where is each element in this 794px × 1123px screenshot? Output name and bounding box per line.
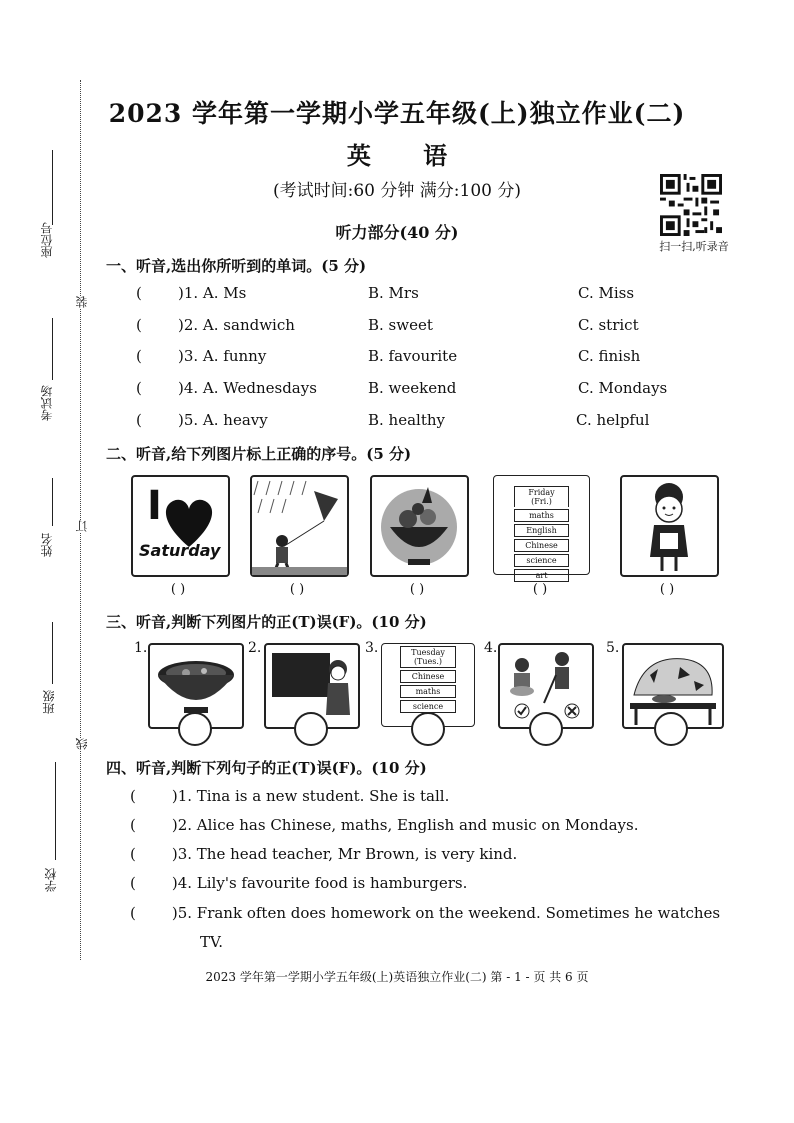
binding-xian: 线	[75, 738, 89, 750]
section2-blank-2[interactable]: ( )	[289, 582, 305, 597]
picture-fruit-bowl	[370, 475, 469, 577]
letter-i: I	[147, 483, 162, 529]
answer-paren[interactable]: (	[136, 347, 142, 365]
option-b: B. healthy	[368, 411, 445, 429]
section3-answer-circle-1[interactable]	[178, 712, 212, 746]
page-title: 2023 学年第一学期小学五年级(上)独立作业(二)	[108, 99, 686, 128]
sentence-text: )4. Lily's favourite food is hamburgers.	[171, 874, 468, 892]
option-a: )1. A. Ms	[178, 284, 247, 302]
schedule-subject: maths	[514, 509, 569, 522]
picture-kite-rain	[250, 475, 349, 577]
seat-label: 座位号	[40, 222, 54, 258]
section2-blank-4[interactable]: ( )	[532, 582, 548, 597]
schedule-day-text: Friday	[528, 488, 555, 497]
subject-title: 英 语	[346, 141, 470, 170]
option-b: B. weekend	[368, 379, 457, 397]
section4-item-5	[130, 904, 720, 922]
option-a: )2. A. sandwich	[178, 316, 295, 334]
schedule-day-text: Tuesday	[411, 648, 445, 657]
sentence-text: )3. The head teacher, Mr Brown, is very kind.	[171, 845, 518, 863]
listening-part-heading: 听力部分(40 分)	[335, 223, 459, 242]
binding-zhuang: 装	[75, 296, 89, 308]
answer-paren[interactable]: (	[136, 411, 142, 429]
class-label: 班级	[42, 690, 56, 714]
picture-girl-thinking	[620, 475, 719, 577]
schedule-subject: Chinese	[514, 539, 569, 552]
schedule-day-abbr: (Tues.)	[413, 657, 443, 666]
room-line	[52, 318, 53, 380]
section3-answer-circle-3[interactable]	[411, 712, 445, 746]
picture-friday-schedule	[493, 475, 590, 580]
section3-number-1: 1.	[134, 640, 148, 656]
section3-number-3: 3.	[365, 640, 379, 656]
section3-heading: 三、听音,判断下列图片的正(T)误(F)。(10 分)	[106, 613, 427, 631]
name-label: 姓名	[40, 533, 54, 557]
room-label: 考试场	[40, 385, 54, 421]
sentence-text: )2. Alice has Chinese, maths, English and music on Mondays.	[171, 816, 639, 834]
sentence-text: )5. Frank often does homework on the weekend. Sometimes he watches	[171, 904, 721, 922]
section3-answer-circle-2[interactable]	[294, 712, 328, 746]
answer-paren[interactable]: (	[130, 787, 136, 805]
binding-ding: 订	[75, 520, 89, 532]
section3-number-5: 5.	[606, 640, 620, 656]
name-line	[52, 478, 53, 526]
schedule-day	[514, 486, 569, 507]
qr-code-icon[interactable]	[660, 174, 722, 236]
answer-paren[interactable]: (	[130, 904, 136, 922]
schedule-day-abbr: (Fri.)	[531, 497, 552, 506]
schedule-subject: science	[514, 554, 569, 567]
option-c: C. finish	[578, 347, 641, 365]
schedule-subject: maths	[400, 685, 456, 698]
section4-item-3	[130, 845, 517, 863]
answer-paren[interactable]: (	[136, 379, 142, 397]
schedule-day	[400, 646, 456, 668]
sentence-text: )1. Tina is a new student. She is tall.	[171, 787, 450, 805]
section2-blank-3[interactable]: ( )	[409, 582, 425, 597]
section3-answer-circle-5[interactable]	[654, 712, 688, 746]
section2-blank-1[interactable]: ( )	[170, 582, 186, 597]
section4-item-5-continuation: TV.	[200, 933, 223, 951]
section3-number-4: 4.	[484, 640, 498, 656]
answer-paren[interactable]: (	[136, 316, 142, 334]
option-a: )5. A. heavy	[178, 411, 268, 429]
saturday-word: Saturday	[139, 541, 221, 560]
page-footer: 2023 学年第一学期小学五年级(上)英语独立作业(二) 第 - 1 - 页 共 6 页	[205, 970, 589, 984]
section4-item-4	[130, 874, 467, 892]
option-c: C. Mondays	[578, 379, 668, 397]
picture-i-love-saturday	[131, 475, 230, 577]
section3-number-2: 2.	[248, 640, 262, 656]
option-c: C. helpful	[576, 411, 650, 429]
schedule-subject: science	[400, 700, 456, 713]
section1-heading: 一、听音,选出你所听到的单词。(5 分)	[106, 257, 367, 275]
answer-paren[interactable]: (	[130, 816, 136, 834]
section4-heading: 四、听音,判断下列句子的正(T)误(F)。(10 分)	[106, 759, 427, 777]
section2-blank-5[interactable]: ( )	[659, 582, 675, 597]
section2-heading: 二、听音,给下列图片标上正确的序号。(5 分)	[106, 445, 412, 463]
answer-paren[interactable]: (	[136, 284, 142, 302]
section4-item-1	[130, 787, 449, 805]
school-label: 学校	[44, 868, 58, 892]
schedule-subject: art	[514, 569, 569, 582]
school-line	[55, 762, 56, 860]
class-line	[52, 622, 53, 684]
exam-info: (考试时间:60 分钟 满分:100 分)	[272, 181, 521, 201]
option-b: B. favourite	[368, 347, 458, 365]
option-a: )4. A. Wednesdays	[178, 379, 317, 397]
option-b: B. sweet	[368, 316, 433, 334]
section3-answer-circle-4[interactable]	[529, 712, 563, 746]
answer-paren[interactable]: (	[130, 845, 136, 863]
option-c: C. Miss	[578, 284, 635, 302]
section4-item-2	[130, 816, 638, 834]
schedule-subject: Chinese	[400, 670, 456, 683]
option-b: B. Mrs	[368, 284, 419, 302]
qr-caption: 扫一扫,听录音	[659, 240, 729, 253]
option-c: C. strict	[578, 316, 639, 334]
schedule-subject: English	[514, 524, 569, 537]
answer-paren[interactable]: (	[130, 874, 136, 892]
option-a: )3. A. funny	[178, 347, 267, 365]
